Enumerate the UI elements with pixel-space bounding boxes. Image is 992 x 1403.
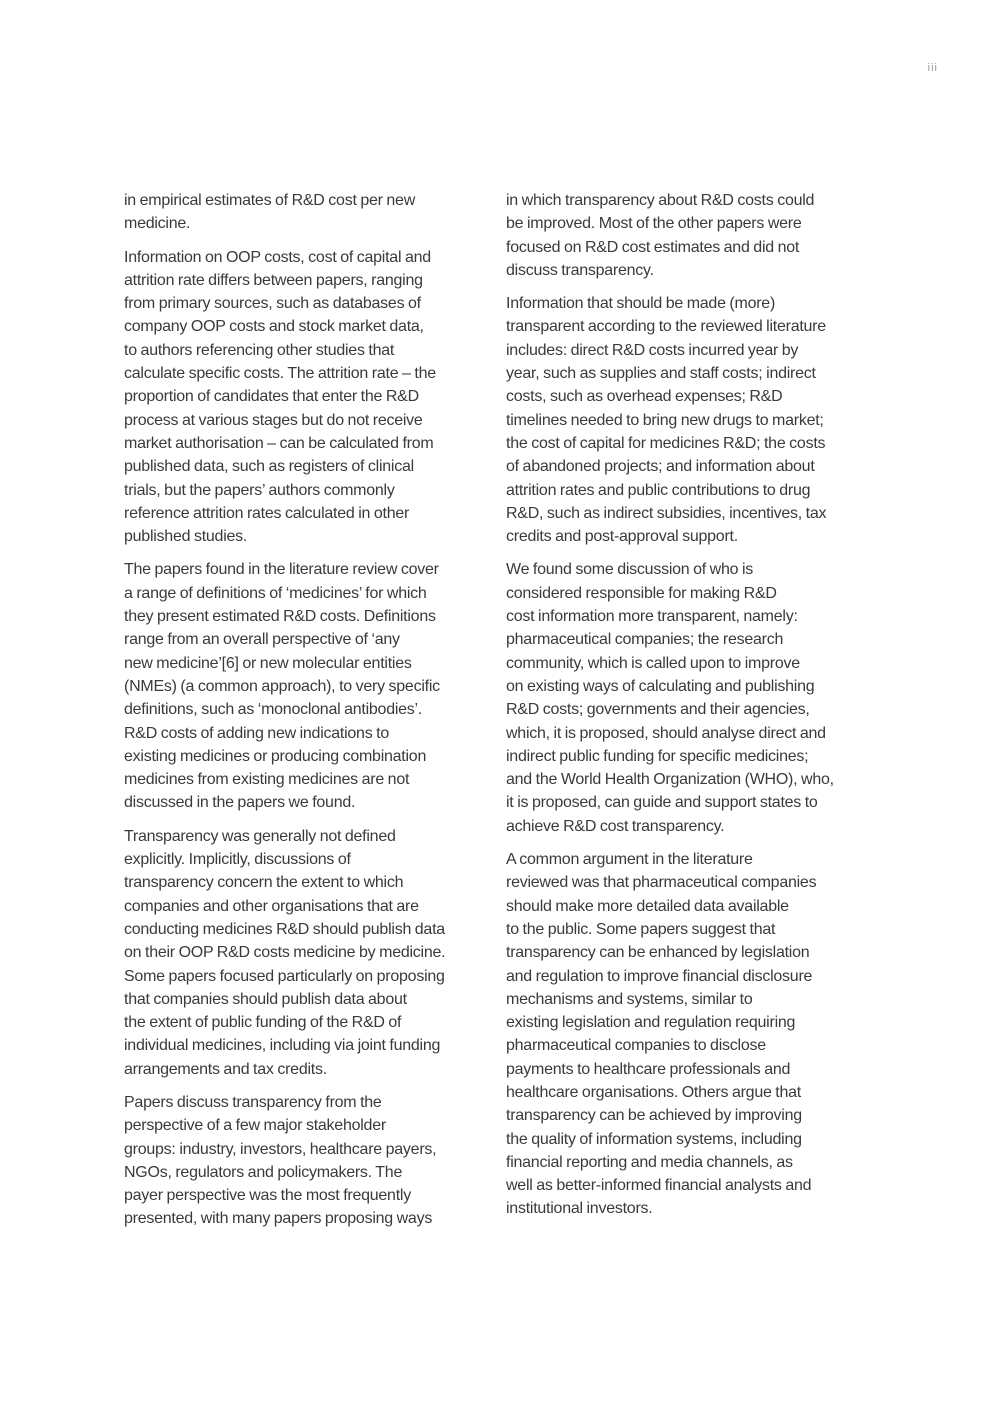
text-line: Transparency was generally not defined <box>124 827 396 845</box>
text-line: NGOs, regulators and policymakers. The <box>124 1163 403 1181</box>
body-paragraph <box>506 558 874 838</box>
text-line: pharmaceutical companies to disclose <box>506 1037 766 1055</box>
left-text-column <box>124 189 492 1241</box>
text-line: of abandoned projects; and information about <box>506 458 815 476</box>
text-line: credits and post-approval support. <box>506 528 738 546</box>
text-line: healthcare organisations. Others argue that <box>506 1083 801 1101</box>
text-line: company OOP costs and stock market data, <box>124 318 424 336</box>
text-line: the quality of information systems, including <box>506 1130 802 1148</box>
text-line: transparency can be enhanced by legislation <box>506 944 810 962</box>
text-line: on existing ways of calculating and publishing <box>506 677 815 695</box>
text-line: Information on OOP costs, cost of capital and <box>124 248 431 266</box>
text-line: The papers found in the literature review cover <box>124 561 439 579</box>
text-line: range from an overall perspective of ‘any <box>124 631 400 649</box>
text-line: transparency can be achieved by improving <box>506 1107 802 1125</box>
text-line: companies and other organisations that are <box>124 897 419 915</box>
text-line: calculate specific costs. The attrition rate – the <box>124 365 436 383</box>
text-line: reviewed was that pharmaceutical companies <box>506 874 817 892</box>
text-line: R&D costs; governments and their agencies, <box>506 701 810 719</box>
text-line: payer perspective was the most frequently <box>124 1187 411 1205</box>
body-paragraph <box>506 292 874 548</box>
text-line: well as better-informed financial analysts and <box>506 1177 812 1195</box>
text-line: published data, such as registers of clinical <box>124 458 414 476</box>
text-line: the cost of capital for medicines R&D; the costs <box>506 434 826 452</box>
text-line: conducting medicines R&D should publish data <box>124 920 445 938</box>
text-line: from primary sources, such as databases of <box>124 295 421 313</box>
text-line: perspective of a few major stakeholder <box>124 1117 386 1135</box>
text-line: considered responsible for making R&D <box>506 584 777 602</box>
text-line: achieve R&D cost transparency. <box>506 817 725 835</box>
text-line: focused on R&D cost estimates and did not <box>506 238 800 256</box>
body-paragraph <box>124 189 492 236</box>
text-line: new medicine’[6] or new molecular entities <box>124 654 412 672</box>
text-line: in empirical estimates of R&D cost per new <box>124 192 415 209</box>
text-line: that companies should publish data about <box>124 990 407 1008</box>
text-line: published studies. <box>124 528 248 546</box>
text-line: trials, but the papers’ authors commonly <box>124 481 395 499</box>
text-line: transparent according to the reviewed literature <box>506 318 826 336</box>
text-line: Some papers focused particularly on proposing <box>124 967 445 985</box>
text-line: discuss transparency. <box>506 261 654 279</box>
text-line: which, it is proposed, should analyse direct and <box>506 724 826 742</box>
text-line: arrangements and tax credits. <box>124 1060 327 1078</box>
text-line: R&D costs of adding new indications to <box>124 724 389 742</box>
text-line: timelines needed to bring new drugs to market; <box>506 411 824 429</box>
text-line: and the World Health Organization (WHO), who, <box>506 771 834 789</box>
text-line: be improved. Most of the other papers were <box>506 215 802 233</box>
text-line: proportion of candidates that enter the R&D <box>124 388 419 406</box>
text-line: individual medicines, including via joint funding <box>124 1037 441 1055</box>
text-line: R&D, such as indirect subsidies, incentives, tax <box>506 504 827 522</box>
text-line: should make more detailed data available <box>506 897 789 915</box>
text-line: explicitly. Implicitly, discussions of <box>124 851 351 869</box>
text-line: definitions, such as ‘monoclonal antibodies’. <box>124 701 423 719</box>
text-line: they present estimated R&D costs. Definitions <box>124 608 436 626</box>
text-line: market authorisation – can be calculated from <box>124 434 434 452</box>
text-line: to the public. Some papers suggest that <box>506 920 776 938</box>
text-line: year, such as supplies and staff costs; indirect <box>506 365 816 383</box>
text-line: reference attrition rates calculated in other <box>124 504 410 522</box>
text-line: in which transparency about R&D costs could <box>506 192 815 209</box>
text-line: includes: direct R&D costs incurred year by <box>506 341 799 359</box>
text-line: a range of definitions of ‘medicines’ for which <box>124 584 427 602</box>
text-line: discussed in the papers we found. <box>124 794 356 812</box>
text-line: (NMEs) (a common approach), to very specific <box>124 677 440 695</box>
text-line: existing legislation and regulation requiring <box>506 1014 796 1032</box>
text-line: to authors referencing other studies that <box>124 341 395 359</box>
page-number: iii <box>927 62 938 74</box>
text-line: medicines from existing medicines are not <box>124 771 410 789</box>
text-line: Information that should be made (more) <box>506 295 776 313</box>
body-paragraph <box>124 558 492 814</box>
text-line: A common argument in the literature <box>506 851 753 869</box>
text-line: Papers discuss transparency from the <box>124 1093 382 1111</box>
text-line: process at various stages but do not receive <box>124 411 423 429</box>
text-line: We found some discussion of who is <box>506 561 753 579</box>
text-line: financial reporting and media channels, as <box>506 1153 793 1171</box>
text-line: presented, with many papers proposing ways <box>124 1210 433 1228</box>
text-line: payments to healthcare professionals and <box>506 1060 791 1078</box>
text-line: costs, such as overhead expenses; R&D <box>506 388 783 406</box>
text-line: community, which is called upon to improve <box>506 654 800 672</box>
text-line: groups: industry, investors, healthcare payers, <box>124 1140 437 1158</box>
text-line: indirect public funding for specific medicines; <box>506 747 809 765</box>
text-line: mechanisms and systems, similar to <box>506 990 753 1008</box>
body-paragraph <box>506 848 874 1221</box>
text-line: attrition rates and public contributions to drug <box>506 481 811 499</box>
text-line: transparency concern the extent to which <box>124 874 404 892</box>
text-line: the extent of public funding of the R&D of <box>124 1014 402 1032</box>
text-line: medicine. <box>124 215 191 233</box>
body-paragraph <box>124 825 492 1081</box>
text-line: existing medicines or producing combination <box>124 747 427 765</box>
right-text-column <box>506 189 874 1231</box>
body-paragraph <box>124 1091 492 1231</box>
text-line: cost information more transparent, namely: <box>506 608 798 626</box>
body-paragraph <box>124 246 492 549</box>
text-line: and regulation to improve financial disclosure <box>506 967 813 985</box>
text-line: pharmaceutical companies; the research <box>506 631 784 649</box>
text-line: it is proposed, can guide and support states to <box>506 794 818 812</box>
text-line: attrition rate differs between papers, ranging <box>124 271 423 289</box>
body-paragraph <box>506 189 874 282</box>
text-line: on their OOP R&D costs medicine by medicine. <box>124 944 446 962</box>
text-line: institutional investors. <box>506 1200 653 1218</box>
